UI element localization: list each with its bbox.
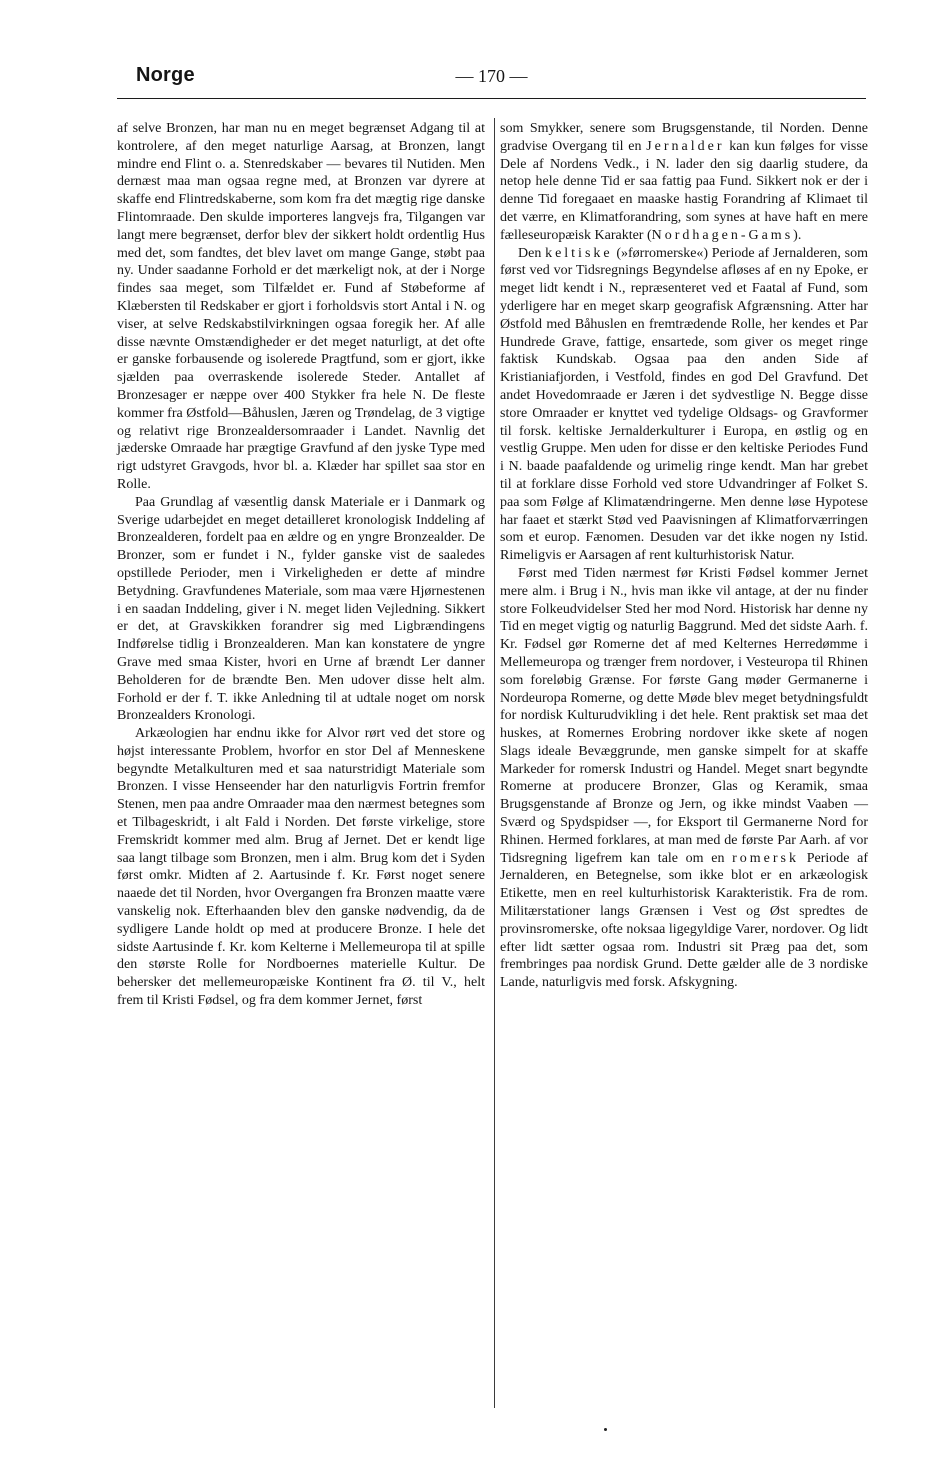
section-title: Norge <box>136 64 195 86</box>
paragraph-bronze-chronology: Paa Grundlag af væsentlig dansk Materiale er i Danmark og Sverige udarbejdet en meget detailleret kronologisk Inddeling af Bronzealderen, fordelt paa en ældre og en yngre Bronzealder. De Bronzer, som er fundet i N., fylder ganske vist de saaledes opstillede Perioder, men i Virkeligheden er dette af mindre Betydning. Gravfundenes Materiale, som maa være Hjørnestenen i en saadan Inddeling, giver i N. meget liden Vejledning. Sikkert er det, at Gravskikken forandrer sig med Ligbrændingens Indførelse tidlig i Bronzealderen. Man kan konstatere de yngre Grave med smaa Kister, hvori en Urne af brændt Ler danner Beholderen for de brændte Ben. Men udover disse helt alm. Forhold er der f. T. ikke Anledning til at udtale noget om norsk Bronzealders Kronologi. <box>117 494 485 724</box>
text-run: ). <box>793 227 802 243</box>
column-divider <box>494 118 495 1408</box>
paragraph-iron-age-climate <box>500 120 868 245</box>
right-column <box>500 120 868 992</box>
text-run: (»førromerske«) Periode af Jernalderen, som først ved vor Tidsregnings Begyndelse afløses af en ny Epoke, er meget lidt kendt i N., repræsenteret ved et Faatal af Fund, som yderligere har en meget skarp geografisk Afgrænsning. Atter har Østfold med Båhuslen en fremtrædende Rolle, her kendes et Par Hundrede Grave, fattige, ensartede, som giver os meget ringe faktisk Kundskab. Ogsaa paa den anden Side af Kristianiafjorden, i Vestfold, findes en god Del Gravfund. Det andet Hovedomraade er Jæren i det sydvestlige N. Begge disse store Omraader er knyttet ved tydelige Oldsags- og Gravformer til forsk. keltiske Jernalderkulturer i Europa, en østlig og en vestlig Gruppe. Men uden for disse er den keltiske Periodes Fund i N. baade paafaldende og urimelig ringe kendt. Man har grebet til at forklare disse Forhold ved store Udvandringer af Folket S. paa som Følge af Klimatændringerne. Men denne løse Hypotese har faaet et stærkt Stød ved Paavisningen af Klimatforværringen som et europ. Fænomen. Desuden var det ikke nogen ny Istid. Rimeligvis er Aarsagen af rent kulturhistorisk Natur. <box>500 245 868 564</box>
text-run: Først med Tiden nærmest før Kristi Fødsel kommer Jernet mere alm. i Brug i N., hvis man ikke vil antage, at der nu finder store Folkeudvidelser Sted her mod Nord. Historisk har denne ny Tid en meget vigtig og naturlig Baggrund. Med det sidste Aarh. f. Kr. Fødsel gør Romerne det af med Kelternes Herredømme i Mellemeuropa og trænger frem nordover, i Vesteuropa til Rhinen som foreløbig Grænse. For første Gang møder Germanerne i Nordeuropa Romerne, og dette Møde blev meget betydningsfuldt for nordisk Kulturudvikling i det hele. Rent praktisk set maa det huskes, at Romernes Erobring nordover ikke skete af nogen Slags ideale Bevæggrunde, men ganske simpelt for at skaffe Markeder for romersk Industri og Handel. Meget snart begyndte Romerne at producere Bronzer, Glas og Keramik, smaa Brugsgenstande af Bronze og Jern, og ikke mindst Vaaben — Sværd og Spydspidser —, for Eksport til Germanerne Nord for Rhinen. Hermed forklares, at man med de første Par Aarh. af vor Tidsregning ligefrem kan tale om en <box>500 565 868 866</box>
text-run: Periode af Jernalderen, en Betegnelse, som ikke blot er en arkæologisk Etikette, men en reel kulturhistorisk Karakteristik. Fra de rom. Militærstationer langs Grænsen i Vest og Øst spredtes de provinsromerske, ofte noksaa ligegyldige Varer, nordover. Og lidt efter lidt sætter ogsaa rom. Industri sit Præg paa det, som frembringes paa nordisk Grund. Dette gælder alle de 3 nordiske Lande, naturligvis med forsk. Afskygning. <box>500 850 868 991</box>
spaced-term-romersk: romersk <box>732 850 800 866</box>
spaced-reference-nordhagen-gams: Nordhagen-Gams <box>651 227 794 243</box>
print-speck <box>604 1428 607 1431</box>
text-run: kan kun følges for visse Dele af Nordens Vedk., i N. lader den sig daarlig studere, da netop hele denne Tid er saa fattig paa Fund. Sikkert nok er der i denne Tid foregaaet en maaske hastig Forandring af Klimaet til det værre, en Klimatforandring, som synes at have haft en mere fælleseuropæisk Karakter ( <box>500 138 869 243</box>
spaced-term-jernalder: Jernalder <box>646 138 725 154</box>
left-column <box>117 120 485 1010</box>
page-header <box>117 58 866 99</box>
page-number: — 170 — <box>455 66 528 86</box>
text-run: som Smykker, senere som Brugsgenstande, til Norden. Denne gradvise Overgang til en <box>500 121 868 154</box>
text-run: Den <box>518 245 542 261</box>
paragraph-bronze-supply: af selve Bronzen, har man nu en meget begrænset Adgang til at kontrolere, af den meget naturlige Aarsag, at Bronzen, langt mindre end Flint o. a. Stenredskaber — bevares til Nutiden. Men dernæst maa man ogsaa regne med, at Bronzen var dyrere at skaffe end Flintredskaberne, som kom fra det mægtig rige danske Flintomraade. Den skulde importeres langvejs fra, Tilgangen var langt mere begrænset, derfor blev der sikkert holdt ordentlig Hus med det, som fandtes, det blev lavet om mange Gange, støbt paa ny. Under saadanne Forhold er det mærkeligt nok, at der i Norge findes saa meget, som Tilfældet er. Fund af Støbeforme af Klæbersten til Redskaber er gjort i forholdsvis stort Antal i N. og viser, at selve Redskabstilvirkningen ogsaa foregik her. Af alle disse nævnte Omstændigheder er det meget naturligt, at det ofte er ganske forbausende og isolerede Pragtfund, som er gjort, ikke sjælden paa overraskende isolerede Steder. Antallet af Bronzesager er næppe over 400 Stykker fra hele N. De fleste kommer fra Østfold—Båhuslen, Jæren og Trøndelag, de 3 vigtige og relativt rige Bronzealdersomraader i Landet. Navnlig det jæderske Omraade har prægtige Gravfund af den jyske Type med rigt udstyret Gravgods, hvor bl. a. Klæder har spillet saa stor en Rolle. <box>117 121 485 492</box>
paragraph-celtic-period <box>500 245 868 565</box>
paragraph-roman-period <box>500 565 868 992</box>
spaced-term-keltiske: keltiske <box>545 245 613 261</box>
paragraph-iron-transition: Arkæologien har endnu ikke for Alvor rørt ved det store og højst interessante Problem, hvorfor en stor Del af Menneskene begyndte Metalkulturen med et saa naturstridigt Materiale som Bronzen. I visse Henseender har den naturligvis Fortrin fremfor Stenen, men paa andre Omraader maa den nærmest betegnes som et Tilbageskridt, i alt Fald i Norden. Det første virkelige, store Fremskridt kommer med alm. Brug af Jernet. Det er kendt lige saa langt tilbage som Bronzen, men i alm. Brug kom det i Syden først omkr. Midten af 2. Aartusinde f. Kr. Først noget senere naaede det til Norden, hvor Overgangen fra Bronzen maatte være vanskelig nok. Efterhaanden blev den ganske nødvendig, da de sydligere Lande holdt op med at producere Bronze. I hele det sidste Aartusinde f. Kr. kom Kelterne i Mellemeuropa til at spille den største Rolle for Nordboernes materielle Kultur. De behersker det mellemeuropæiske Kontinent fra Ø. til V., helt frem til Kristi Fødsel, og fra dem kommer Jernet, først <box>117 726 485 1009</box>
